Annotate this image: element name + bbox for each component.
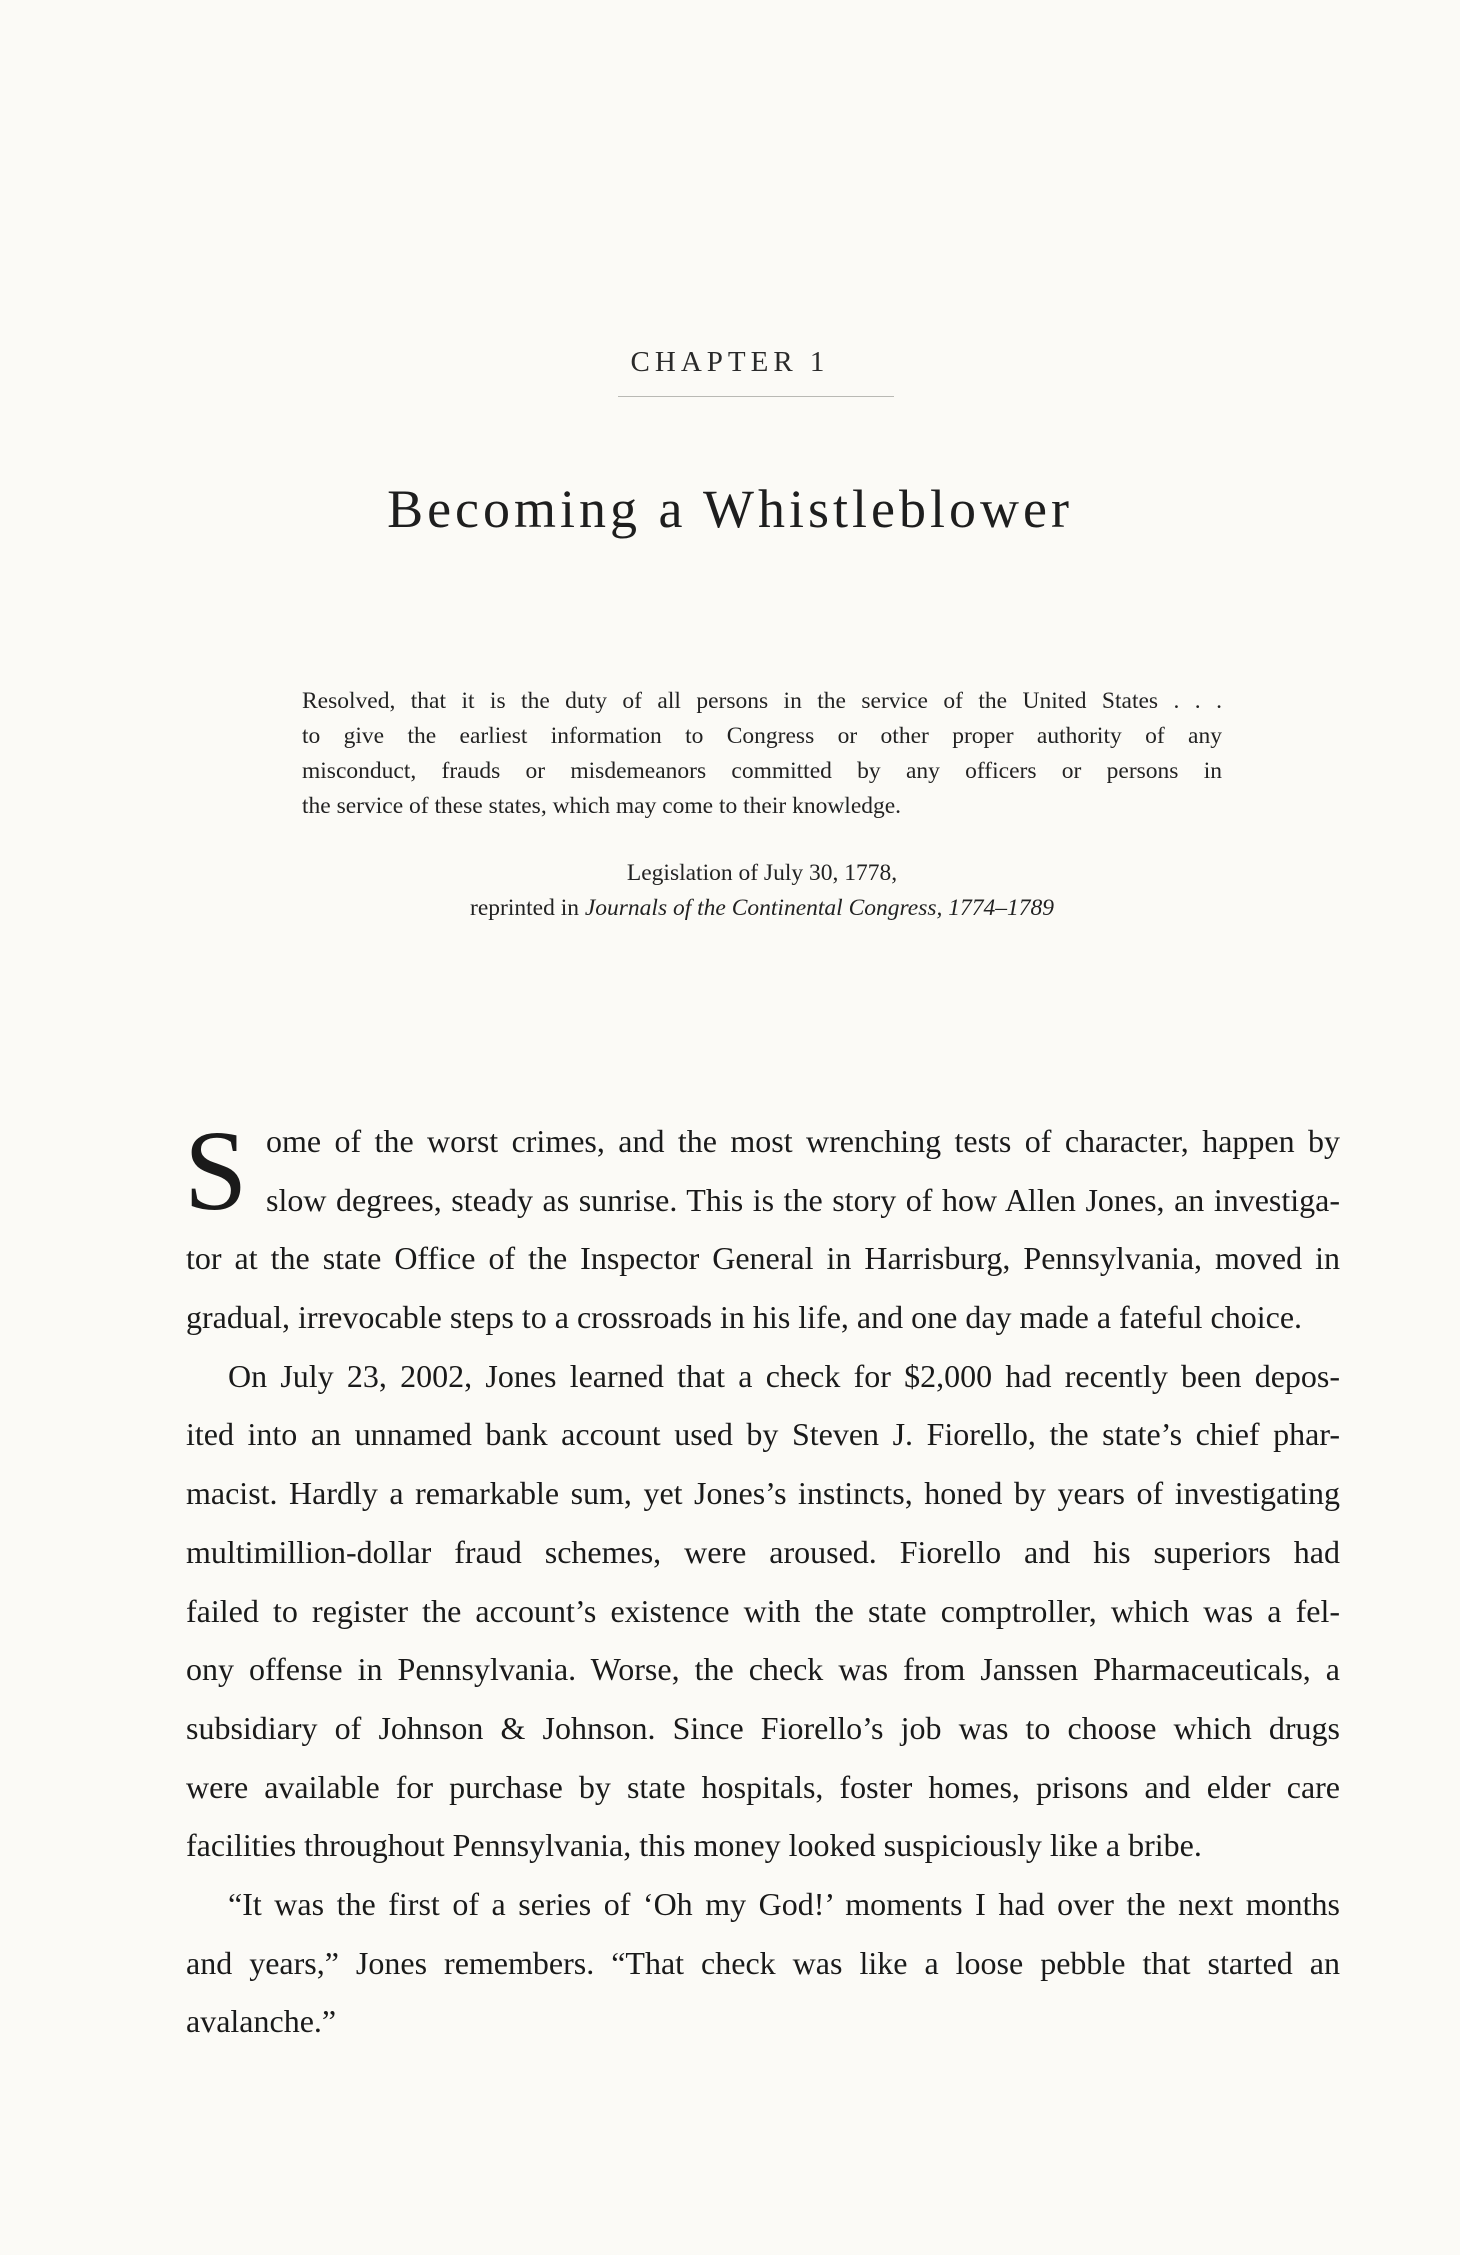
chapter-title: Becoming a Whistleblower	[387, 479, 1073, 539]
epigraph-line: to give the earliest information to Congress or other proper authority of any	[302, 723, 1222, 749]
attribution-line: Legislation of July 30, 1778,	[626, 860, 898, 886]
body-line: On July 23, 2002, Jones learned that a check for $2,000 had recently been depos-	[228, 1357, 1340, 1394]
body-line: gradual, irrevocable steps to a crossroads in his life, and one day made a fateful choice.	[186, 1299, 1303, 1336]
body-line: tor at the state Office of the Inspector General in Harrisburg, Pennsylvania, moved in	[186, 1240, 1340, 1277]
body-line: facilities throughout Pennsylvania, this money looked suspiciously like a bribe.	[186, 1827, 1202, 1864]
epigraph-line: misconduct, frauds or misdemeanors committed by any officers or persons in	[302, 758, 1222, 784]
body-line: failed to register the account’s existence with the state comptroller, which was a fel-	[186, 1592, 1340, 1629]
body-line: ome of the worst crimes, and the most wrenching tests of character, happen by	[266, 1123, 1340, 1159]
body-line: avalanche.”	[186, 2003, 337, 2040]
body-line: macist. Hardly a remarkable sum, yet Jones’s instincts, honed by years of investigating	[186, 1475, 1340, 1512]
body-line: multimillion-dollar fraud schemes, were aroused. Fiorello and his superiors had	[186, 1533, 1340, 1570]
body-line: ited into an unnamed bank account used by Steven J. Fiorello, the state’s chief phar-	[186, 1416, 1340, 1453]
body-line: slow degrees, steady as sunrise. This is the story of how Allen Jones, an investiga-	[266, 1181, 1340, 1218]
attribution-source-title: Journals of the Continental Congress, 1774–1789	[584, 895, 1054, 921]
body-line: subsidiary of Johnson & Johnson. Since Fiorello’s job was to choose which drugs	[186, 1709, 1340, 1746]
body-line: and years,” Jones remembers. “That check was like a loose pebble that started an	[186, 1944, 1340, 1981]
drop-cap: S	[184, 1107, 248, 1234]
epigraph	[302, 684, 1222, 824]
epigraph-line: the service of these states, which may come to their knowledge.	[302, 793, 902, 819]
chapter-divider	[618, 396, 894, 397]
body-line: were available for purchase by state hospitals, foster homes, prisons and elder care	[186, 1768, 1340, 1805]
attribution-prefix: reprinted in	[470, 895, 585, 921]
epigraph-attribution	[302, 856, 1222, 926]
body-line: “It was the first of a series of ‘Oh my God!’ moments I had over the next months	[228, 1885, 1340, 1922]
attribution-source-line	[302, 891, 1222, 926]
body-line: ony offense in Pennsylvania. Worse, the check was from Janssen Pharmaceuticals, a	[186, 1651, 1340, 1688]
chapter-label: CHAPTER 1	[630, 346, 830, 378]
epigraph-line: Resolved, that it is the duty of all persons in the service of the United States . . .	[302, 688, 1222, 714]
body-text	[184, 1107, 1340, 2051]
